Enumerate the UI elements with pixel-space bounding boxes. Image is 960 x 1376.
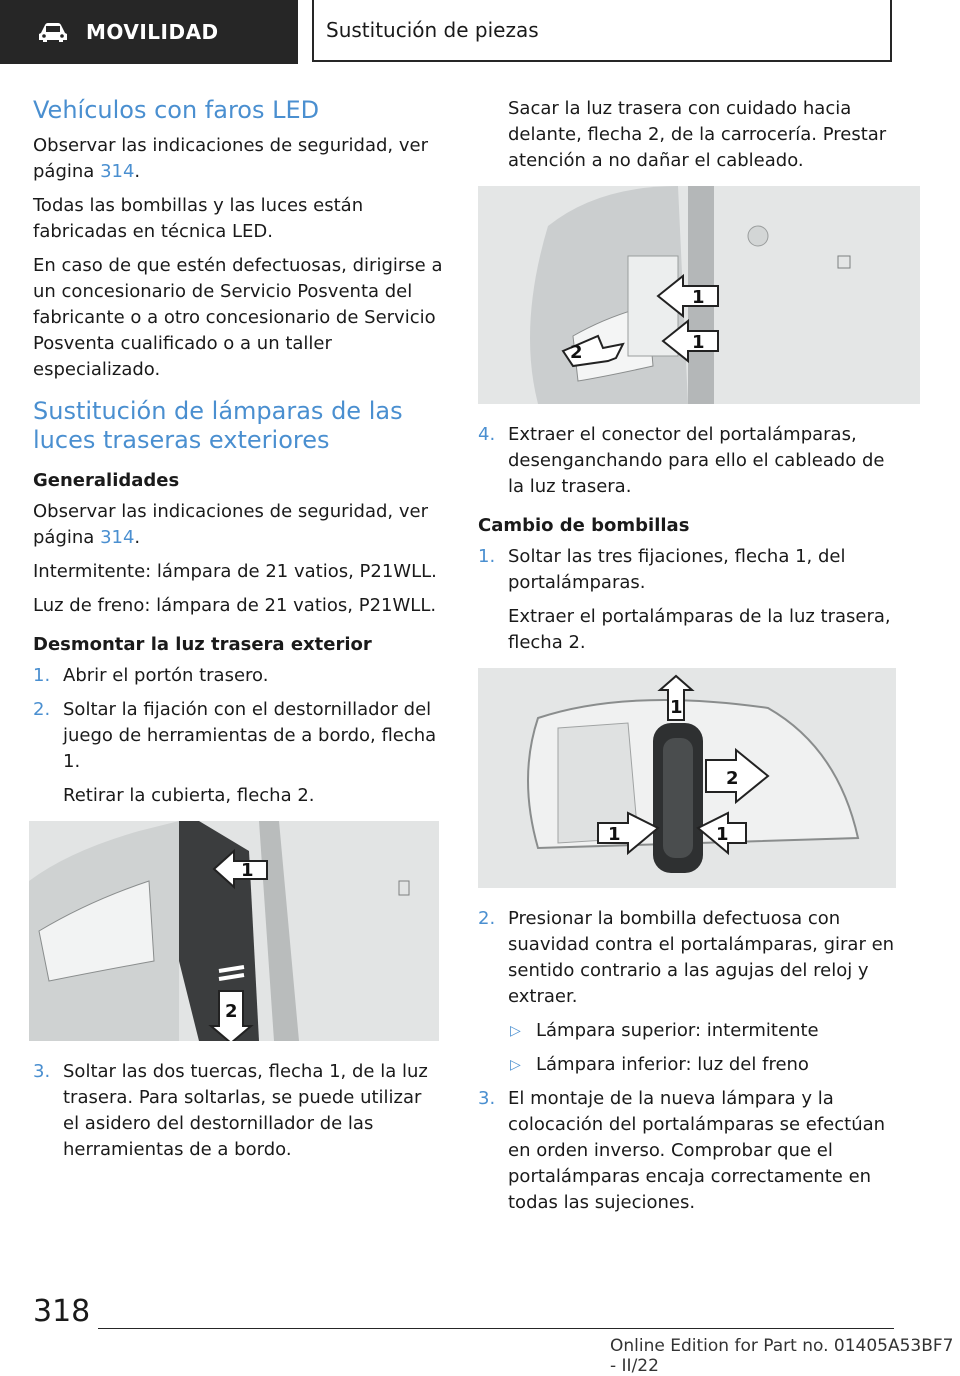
figure-tailgate-cover — [29, 821, 439, 1041]
list-item: 3. El montaje de la nueva lámpara y la colocación del portalámparas se efectúan en orden inverso. Comprobar que el portalámparas encaja correctamente en todas las sujeciones. — [478, 1088, 886, 1213]
figure-label: 1 — [608, 824, 621, 845]
list-item: 4. Extraer el conector del portalámparas, desenganchando para ello el cableado de la luz trasera. — [478, 424, 885, 497]
page-number: 318 — [33, 1294, 91, 1329]
heading-desmontar: Desmontar la luz trasera exterior — [33, 634, 372, 655]
bullet-item: ▷ Lámpara inferior: luz del freno — [478, 1052, 898, 1078]
step-subtext: Extraer el portalámparas de la luz trasera, flecha 2. — [508, 606, 891, 653]
left-column — [33, 96, 443, 1171]
paragraph: Intermitente: lámpara de 21 vatios, P21WLL. — [33, 561, 437, 582]
list-item: 1. Soltar las tres fijaciones, flecha 1, del portalámparas. — [478, 546, 846, 593]
paragraph: Observar las indicaciones de seguridad, ver página 314. — [33, 135, 428, 182]
figure-label: 2 — [225, 1001, 238, 1022]
figure-label: 1 — [692, 287, 705, 308]
paragraph: Observar las indicaciones de seguridad, ver página 314. — [33, 501, 428, 548]
heading-sustitucion: Sustitución de lámparas de las luces traseras exteriores — [33, 397, 403, 454]
section-tab — [0, 0, 298, 64]
heading-led: Vehículos con faros LED — [33, 96, 320, 124]
figure-label: 2 — [726, 768, 739, 789]
list-item: 3. Soltar las dos tuercas, flecha 1, de la luz trasera. Para soltarlas, se puede utilizar el asidero del destornillador de las herramientas de a bordo. — [33, 1061, 428, 1160]
figure-label: 2 — [570, 342, 583, 363]
step-subtext: Sacar la luz trasera con cuidado hacia delante, flecha 2, de la carrocería. Prestar atención a no dañar el cableado. — [508, 98, 887, 171]
paragraph: En caso de que estén defectuosas, dirigirse a un concesionario de Servicio Posventa del fabricante o a otro concesionario de Servicio Posventa cualificado o a un taller especializado. — [33, 255, 443, 380]
figure-label: 1 — [241, 860, 254, 881]
right-column — [478, 96, 898, 1224]
triangle-bullet-icon: ▷ — [510, 1023, 521, 1039]
list-item: 2. Soltar la fijación con el destornillador del juego de herramientas de a bordo, flecha 1. — [33, 699, 437, 772]
triangle-bullet-icon: ▷ — [510, 1057, 521, 1073]
bullet-item: ▷ Lámpara superior: intermitente — [478, 1018, 898, 1044]
paragraph: Luz de freno: lámpara de 21 vatios, P21WLL. — [33, 595, 437, 616]
page-link[interactable]: 314 — [100, 527, 135, 548]
figure-lamp-holder — [478, 668, 896, 888]
heading-cambio: Cambio de bombillas — [478, 515, 690, 536]
edition-note: Online Edition for Part no. 01405A53BF7 - II/22 — [610, 1336, 954, 1376]
figure-label: 1 — [716, 824, 729, 845]
step-subtext: Retirar la cubierta, flecha 2. — [63, 785, 315, 806]
car-icon — [36, 21, 70, 43]
heading-generalidades: Generalidades — [33, 470, 180, 491]
page-link[interactable]: 314 — [100, 161, 135, 182]
footer-divider — [98, 1328, 894, 1329]
list-item: 1. Abrir el portón trasero. — [33, 665, 269, 686]
figure-label: 1 — [692, 332, 705, 353]
figure-label: 1 — [670, 697, 683, 718]
paragraph: Todas las bombillas y las luces están fabricadas en técnica LED. — [33, 195, 364, 242]
figure-tail-light-removal — [478, 186, 920, 404]
chapter-header — [312, 0, 892, 62]
section-title: MOVILIDAD — [86, 20, 219, 44]
list-item: 2. Presionar la bombilla defectuosa con suavidad contra el portalámparas, girar en sentido contrario a las agujas del reloj y extraer. — [478, 908, 895, 1007]
chapter-title: Sustitución de piezas — [326, 18, 539, 42]
